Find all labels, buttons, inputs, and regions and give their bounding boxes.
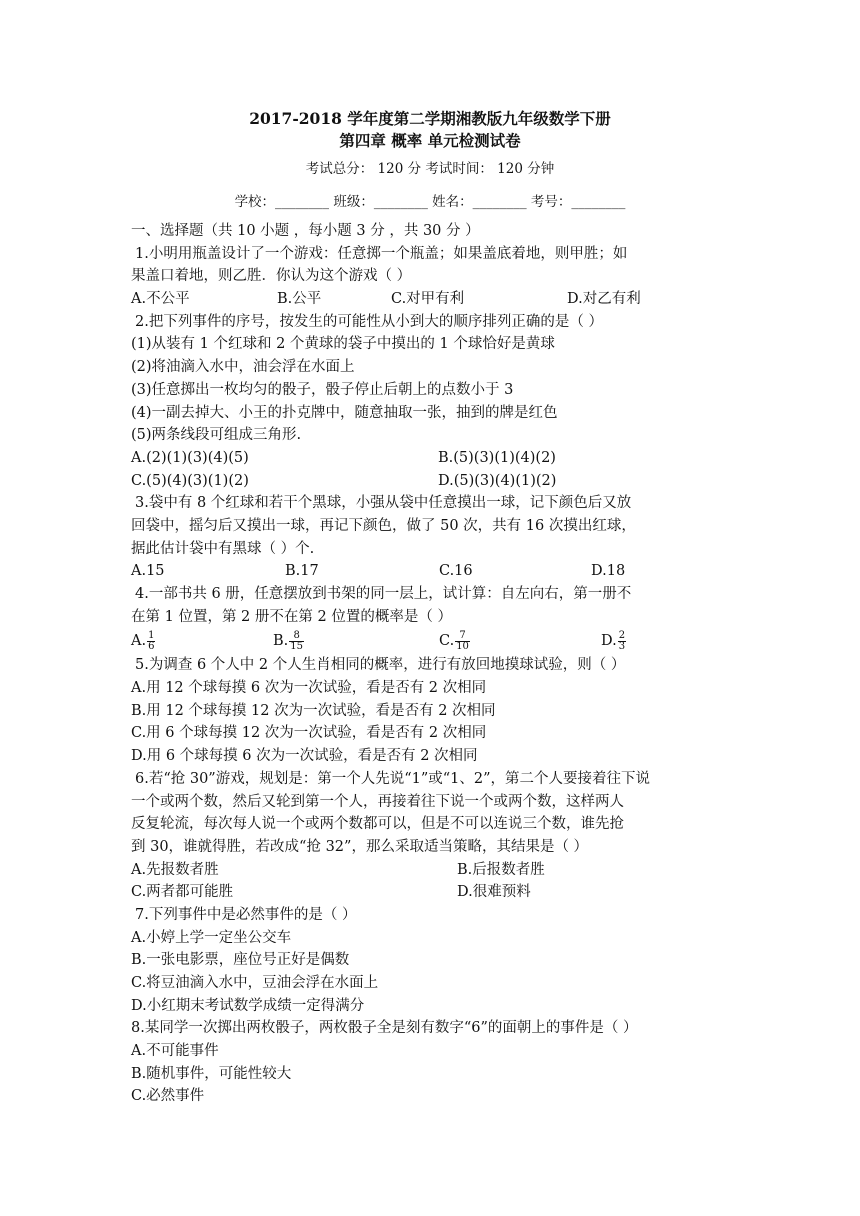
list-item: (2)将油滴入水中，油会浮在水面上 (131, 359, 355, 376)
option: D.用 6 个球每摸 6 次为一次试验，看是否有 2 次相同 (131, 748, 478, 765)
option: C.用 6 个球每摸 12 次为一次试验，看是否有 2 次相同 (131, 725, 487, 742)
options-row (131, 288, 731, 311)
option-label: B. (273, 633, 289, 650)
question-text: 据此估计袋中有黑球（ ）个. (131, 540, 315, 557)
option: B.用 12 个球每摸 12 次为一次试验，看是否有 2 次相同 (131, 702, 496, 719)
option: B.17 (285, 563, 319, 580)
option: C.对甲有利 (391, 291, 465, 308)
fraction-denominator: 10 (456, 640, 469, 652)
option: C.(5)(4)(3)(1)(2) (131, 472, 249, 489)
option: D.18 (591, 563, 626, 580)
question-list (131, 220, 731, 1108)
option-label: A. (131, 633, 147, 650)
question-text: 到 30，谁就得胜，若改成“抢 32”，那么采取适当策略，其结果是（ ） (131, 838, 589, 855)
options-row (131, 859, 731, 882)
question-text: 4.一部书共 6 册，任意摆放到书架的同一层上，试计算：自左向右，第一册不 (135, 586, 632, 602)
option (131, 628, 273, 654)
option: A.不公平 (131, 291, 190, 308)
option: D.很难预料 (457, 884, 531, 901)
question-text: 6.若“抢 30”游戏，规划是：第一个人先说“1”或“1、2”，第二个人要接着往下说 (135, 770, 651, 787)
exam-subtitle: 第四章 概率 单元检测试卷 (339, 131, 521, 150)
fraction-denominator: 6 (148, 640, 155, 652)
question-text: 回袋中，摇匀后又摸出一球，再记下颜色，做了 50 次，共有 16 次摸出红球， (131, 517, 636, 534)
question-text: 反复轮流，每次每人说一个或两个数都可以，但是不可以连说三个数，谁先抢 (131, 816, 624, 833)
option: C.将豆油滴入水中，豆油会浮在水面上 (131, 975, 379, 991)
list-item: (1)从装有 1 个红球和 2 个黄球的袋子中摸出的 1 个球恰好是黄球 (131, 336, 555, 353)
question-text: 7.下列事件中是必然事件的是（ ） (135, 906, 357, 923)
list-item: (5)两条线段可组成三角形. (131, 427, 302, 444)
option: D.对乙有利 (567, 291, 641, 308)
option: A.小婷上学一定坐公交车 (131, 929, 292, 946)
section-heading: 一、选择题（共 10 小题 ，每小题 3 分 ，共 30 分 ） (131, 223, 480, 239)
option: B.公平 (277, 291, 322, 308)
fraction (455, 631, 470, 652)
option: A.15 (131, 563, 165, 580)
fraction-denominator: 15 (290, 640, 303, 652)
question-text: 2.把下列事件的序号，按发生的可能性从小到大的顺序排列正确的是（ ） (135, 313, 603, 330)
options-row (131, 881, 731, 904)
option: A.用 12 个球每摸 6 次为一次试验，看是否有 2 次相同 (131, 680, 487, 697)
question-text: 5.为调查 6 个人中 2 个人生肖相同的概率，进行有放回地摸球试验，则（ ） (135, 657, 626, 674)
option: B.后报数者胜 (457, 861, 545, 878)
list-item: (4)一副去掉大、小王的扑克牌中，随意抽取一张，抽到的牌是红色 (131, 404, 558, 421)
options-row (131, 470, 731, 493)
fraction-denominator: 3 (618, 640, 626, 652)
option (601, 628, 626, 654)
option (273, 628, 439, 654)
question-text: 果盖口着地，则乙胜．你认为这个游戏（ ） (131, 268, 412, 285)
option: C.必然事件 (131, 1088, 205, 1105)
option-label: D. (601, 633, 617, 650)
option: A.不可能事件 (131, 1043, 219, 1060)
option-label: C. (439, 633, 455, 650)
fraction-numerator: 8 (289, 631, 304, 642)
fraction-numerator: 2 (618, 629, 626, 641)
options-row (131, 628, 731, 654)
option: B.一张电影票，座位号正好是偶数 (131, 952, 350, 969)
option: B.(5)(3)(1)(4)(2) (438, 449, 556, 466)
option: D.(5)(3)(4)(1)(2) (438, 472, 557, 489)
options-row (131, 560, 731, 583)
question-text: 一个或两个数，然后又轮到第一个人，再接着往下说一个或两个数，这样两人 (131, 793, 624, 810)
question-text: 3.袋中有 8 个红球和若干个黑球，小强从袋中任意摸出一球，记下颜色后又放 (135, 495, 632, 512)
fraction (618, 631, 626, 652)
option (439, 628, 601, 654)
exam-info: 考试总分： 120 分 考试时间： 120 分钟 (305, 161, 555, 177)
options-row (131, 447, 731, 470)
question-text: 8.某同学一次掷出两枚骰子，两枚骰子全是刻有数字“6”的面朝上的事件是（ ） (131, 1020, 638, 1037)
fraction (289, 631, 304, 652)
option: A.先报数者胜 (131, 861, 219, 878)
option: C.16 (439, 563, 473, 580)
question-text: 在第 1 位置，第 2 册不在第 2 位置的概率是（ ） (131, 608, 452, 625)
option: B.随机事件，可能性较大 (131, 1065, 292, 1082)
option: C.两者都可能胜 (131, 884, 234, 901)
exam-title: 2017-2018 学年度第二学期湘教版九年级数学下册 (249, 109, 611, 128)
student-info: 学校：________ 班级：________ 姓名：________ 考号：________ (234, 194, 626, 210)
list-item: (3)任意掷出一枚均匀的骰子，骰子停止后朝上的点数小于 3 (131, 381, 514, 398)
fraction-numerator: 1 (148, 629, 155, 641)
fraction-numerator: 7 (455, 631, 470, 642)
question-text: 1.小明用瓶盖设计了一个游戏：任意掷一个瓶盖；如果盖底着地，则甲胜；如 (135, 245, 628, 262)
option: D.小红期末考试数学成绩一定得满分 (131, 997, 365, 1014)
option: A.(2)(1)(3)(4)(5) (131, 449, 249, 466)
fraction (147, 631, 155, 652)
